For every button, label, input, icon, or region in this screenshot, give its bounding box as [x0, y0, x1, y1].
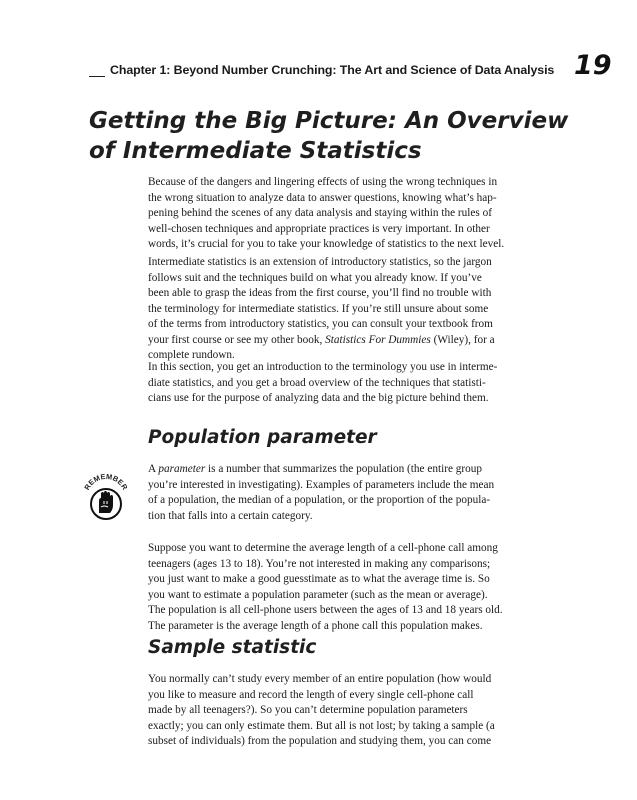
book-title: Statistics For Dummies	[325, 333, 431, 346]
running-header: Chapter 1: Beyond Number Crunching: The Art and Science of Data Analysis	[110, 63, 555, 77]
s1-p1-text-b: is a number that summarizes the population (the entire group you’re interested in investigating). Examples of parameters include the mean of a population, the median of a population, or the proportion of the popula- tion that falls into a certain category.	[148, 463, 495, 522]
section-title-line2: of Intermediate Statistics	[89, 138, 422, 164]
heading-population-parameter: Population parameter	[148, 427, 377, 448]
heading-sample-statistic: Sample statistic	[148, 637, 317, 658]
intro-p2-text-b: (Wiley), for a complete rundown.	[148, 333, 495, 361]
parameter-definition-paragraph	[148, 462, 563, 524]
intro-paragraph-1: Because of the dangers and lingering effects of using the wrong techniques in the wrong situation to analyze data to answer questions, knowing what’s hap- pening behind the scenes of any data analysis and staying within the rules of well-chosen techniques and appropriate practices is very important. In other words, it’s crucial for you to take your knowledge of statistics to the next level.	[148, 176, 505, 250]
s1-p1-text-a: A	[148, 463, 159, 475]
term-parameter: parameter	[158, 463, 206, 475]
cell-phone-example-paragraph: Suppose you want to determine the average length of a cell-phone call among teenagers (ages 13 to 18). You’re not interested in making any comparisons; you just want to make a good guesstimate as to what the average time is. So you want to estimate a population parameter (such as the mean or average). The population is all cell-phone users between the ages of 13 and 18 years old. The parameter is the average length of a phone call this population makes.	[148, 542, 503, 632]
intro-paragraph-2	[148, 255, 563, 364]
remember-icon	[80, 464, 132, 524]
remember-label: REMEMBER	[82, 471, 130, 492]
intro-p2-text-a: Intermediate statistics is an extension of introductory statistics, so the jargon follows suit and the techniques build on what you already know. If you’ve been able to grasp the ideas from the first course, you’ll find no trouble with the terminology for intermediate statistics. If you’re still unsure about some of the terms from introductory statistics, you can consult your textbook from your first course or see my other book,	[148, 256, 493, 346]
page-number: 19	[574, 50, 612, 81]
section-title-line1: Getting the Big Picture: An Overview	[89, 108, 569, 134]
header-rule	[89, 76, 105, 77]
sample-statistic-paragraph: You normally can’t study every member of an entire population (how would you like to measure and record the length of every single cell-phone call made by all teenagers?). So you can’t determine population parameters exactly; you can only estimate them. But all is not lost; by taking a sample (a subset of individuals) from the population and studying them, you can come	[148, 673, 495, 747]
intro-paragraph-3: In this section, you get an introduction to the terminology you use in interme- diate statistics, and you get a broad overview of the techniques that statisti- cians use for the purpose of analyzing data and the big picture behind them.	[148, 361, 498, 404]
section-title	[89, 106, 569, 166]
